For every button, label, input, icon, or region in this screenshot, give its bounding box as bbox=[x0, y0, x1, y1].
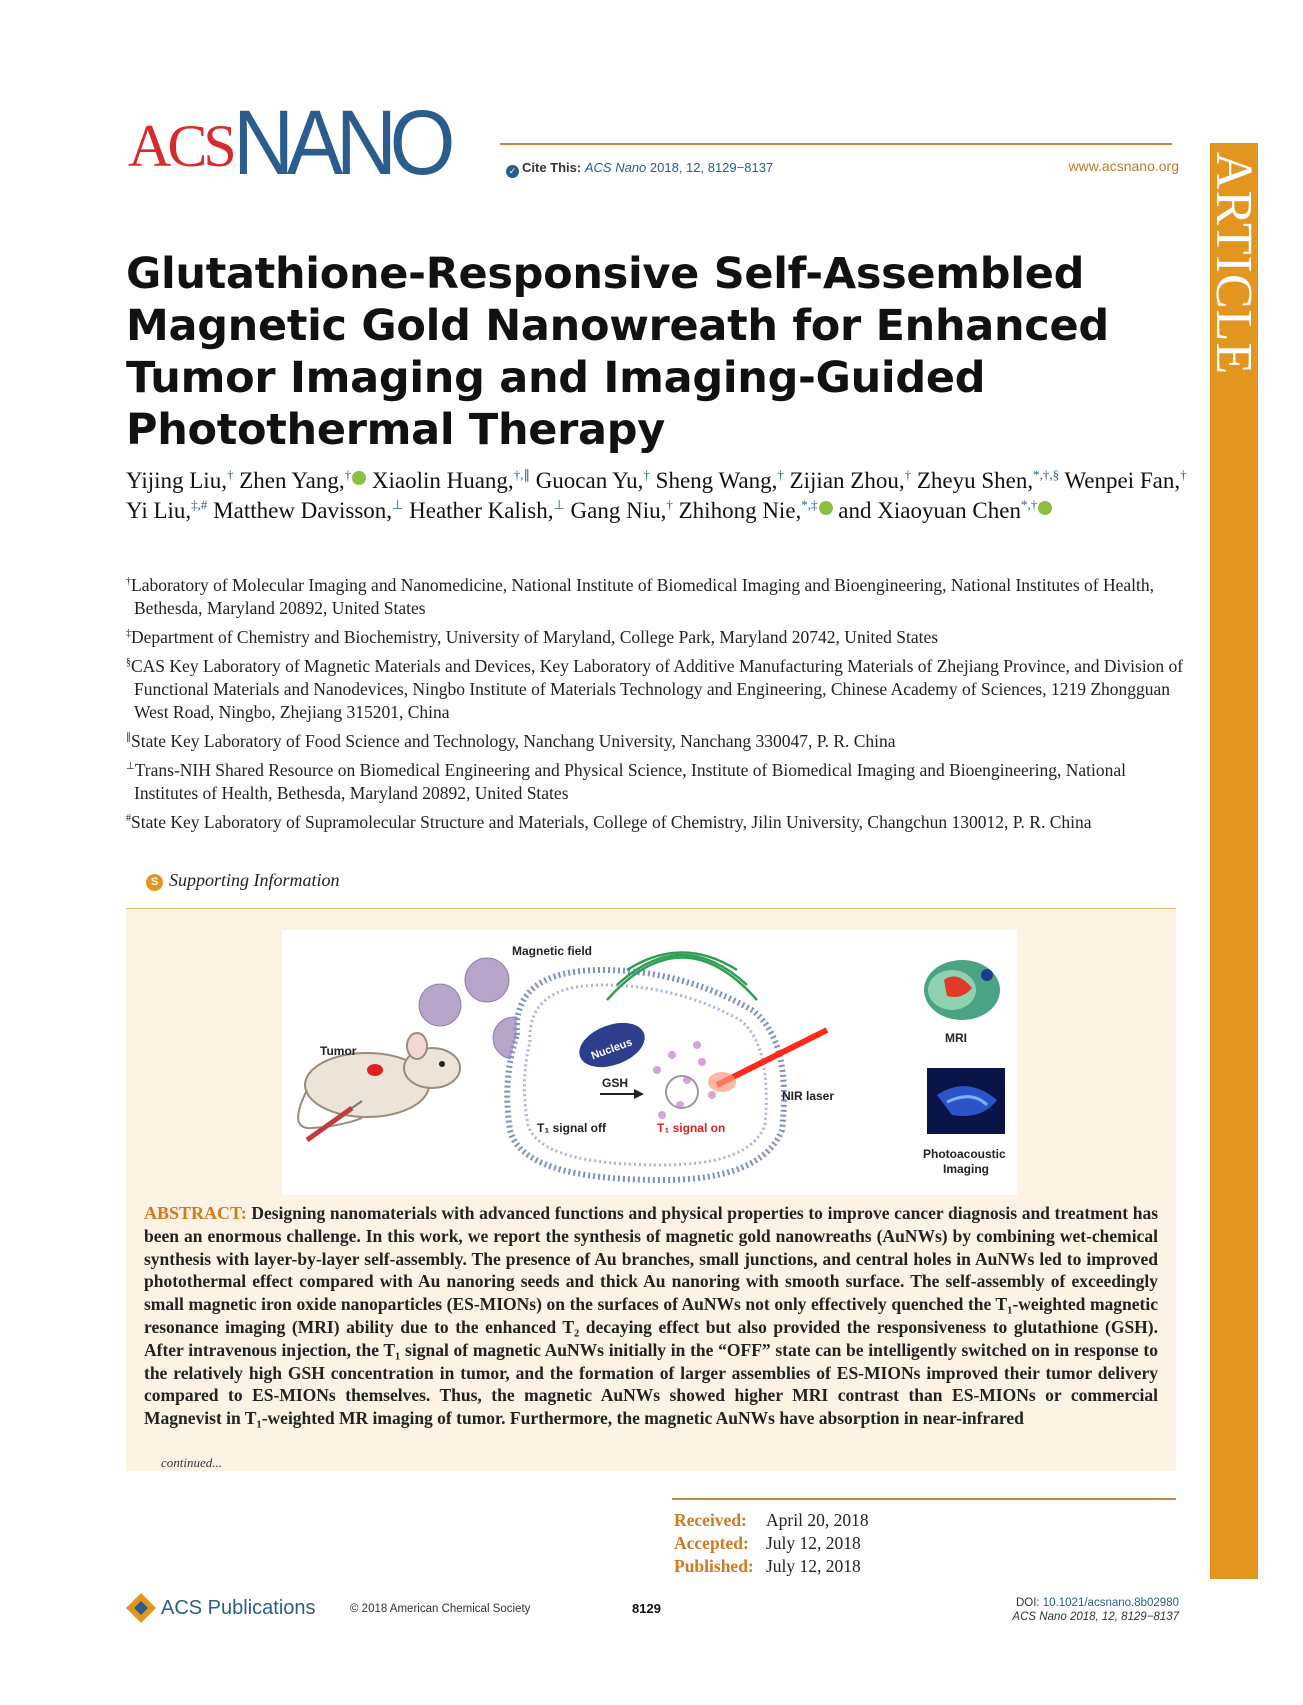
author[interactable]: Matthew Davisson, bbox=[213, 498, 393, 523]
cite-journal: ACS Nano bbox=[584, 160, 647, 175]
author-affiliation-mark: † bbox=[643, 467, 650, 482]
affiliation-mark: † bbox=[126, 576, 131, 587]
affiliation-text: State Key Laboratory of Supramolecular Structure and Materials, College of Chemistry, Jilin University, Changchun 130012, P. R. China bbox=[131, 812, 1092, 832]
author[interactable]: Zhihong Nie, bbox=[678, 498, 802, 523]
cite-label: Cite This: bbox=[522, 160, 582, 175]
author[interactable]: Gang Niu, bbox=[570, 498, 667, 523]
t1-on-label: T₁ signal on bbox=[657, 1121, 726, 1135]
affiliation-mark: § bbox=[126, 657, 131, 668]
orcid-icon[interactable] bbox=[352, 471, 366, 485]
author[interactable]: Yi Liu, bbox=[126, 498, 192, 523]
affiliation bbox=[126, 759, 1186, 805]
gsh-label: GSH bbox=[602, 1076, 629, 1090]
doi-link[interactable]: 10.1021/acsnano.8b02980 bbox=[1042, 1597, 1179, 1609]
nucleus-label: Nucleus bbox=[589, 1036, 635, 1063]
date-label: Accepted: bbox=[674, 1533, 749, 1553]
affiliation bbox=[126, 730, 1186, 753]
cite-this[interactable] bbox=[506, 160, 773, 178]
cite-detail: 2018, 12, 8129−8137 bbox=[646, 160, 774, 175]
website-link[interactable]: www.acsnano.org bbox=[1068, 158, 1179, 174]
abstract-body: Designing nanomaterials with advanced functions and physical properties to improve cancer diagnosis and treatment has been an enormous challenge. In this work, we report the synthesis of magnetic gold nanowreaths (AuNWs) by combining wet-chemical synthesis with layer-by-layer self-assembly. The presence of Au branches, small junctions, and central holes in AuNWs led to improved photothermal effect compared with Au nanoring seeds and thick Au nanoring with smooth surface. The self-assembly of exceedingly small magnetic iron oxide nanoparticles (ES-MIONs) on the surfaces of AuNWs not only effectively quenched the T₁-weighted magnetic resonance imaging (MRI) ability due to the enhanced T₂ decaying effect but also provided the responsiveness to glutathione (GSH). After intravenous injection, the T₁ signal of magnetic AuNWs initially in the “OFF” state can be intelligently switched on in response to the relatively high GSH concentration in tumor, and the formation of larger assemblies of ES-MIONs improved their tumor delivery compared to ES-MIONs themselves. Thus, the magnetic AuNWs showed higher MRI contrast than ES-MIONs or commercial Magnevist in T₁-weighted MR imaging of tumor. Furthermore, the magnetic AuNWs have absorption in near-infrared bbox=[144, 1203, 1159, 1429]
author-affiliation-mark: *,‡ bbox=[801, 497, 818, 512]
side-label-text: ARTICLE bbox=[1205, 151, 1263, 375]
affiliation-text: Department of Chemistry and Biochemistry, University of Maryland, College Park, Maryland 20742, United States bbox=[131, 627, 939, 647]
doi-label: DOI: bbox=[1015, 1597, 1043, 1609]
toc-figure bbox=[282, 930, 1017, 1195]
author-affiliation-mark: ‡,# bbox=[191, 497, 208, 512]
author-affiliation-mark: † bbox=[904, 467, 912, 482]
check-icon: ✓ bbox=[506, 165, 519, 178]
affiliation-list bbox=[126, 574, 1186, 840]
supporting-info-label: Supporting Information bbox=[169, 870, 340, 890]
acs-publications-logo[interactable] bbox=[126, 1593, 316, 1623]
mri-image bbox=[924, 960, 1000, 1020]
affiliation-mark: ∥ bbox=[126, 732, 131, 743]
orcid-icon[interactable] bbox=[819, 501, 833, 515]
photoacoustic-label-line1: Photoacoustic bbox=[923, 1147, 1006, 1161]
author[interactable]: Zijian Zhou, bbox=[789, 468, 905, 493]
publication-dates bbox=[674, 1509, 869, 1578]
copyright: © 2018 American Chemical Society bbox=[350, 1603, 531, 1615]
abstract-label: ABSTRACT: bbox=[144, 1203, 247, 1223]
date-label: Published: bbox=[674, 1556, 754, 1576]
author[interactable]: Wenpei Fan, bbox=[1064, 468, 1181, 493]
affiliation bbox=[126, 811, 1186, 834]
page-footer bbox=[0, 1593, 1303, 1633]
author[interactable]: and Xiaoyuan Chen bbox=[838, 498, 1021, 523]
article-title: Glutathione-Responsive Self-Assembled Magnetic Gold Nanowreath for Enhanced Tumor Imaging and Imaging-Guided Photothermal Therapy bbox=[126, 249, 1109, 455]
toc-graphic bbox=[282, 930, 1017, 1195]
author[interactable]: Heather Kalish, bbox=[409, 498, 554, 523]
nir-laser-label: NIR laser bbox=[782, 1089, 835, 1103]
affiliation-mark: # bbox=[126, 813, 131, 824]
author-affiliation-mark: ⊥ bbox=[553, 497, 565, 512]
orcid-icon[interactable] bbox=[1038, 501, 1052, 515]
page-number: 8129 bbox=[632, 1601, 661, 1616]
date-row bbox=[674, 1509, 869, 1532]
date-row bbox=[674, 1532, 869, 1555]
publisher-name: ACS Publications bbox=[161, 1596, 316, 1619]
affiliation bbox=[126, 626, 1186, 649]
dates-rule bbox=[672, 1498, 1176, 1500]
affiliation bbox=[126, 655, 1186, 724]
affiliation-mark: ‡ bbox=[126, 628, 131, 639]
mri-label: MRI bbox=[945, 1031, 967, 1045]
author-affiliation-mark: †,∥ bbox=[513, 467, 530, 482]
acs-hex-icon bbox=[126, 1593, 156, 1623]
logo-acs: ACS bbox=[128, 113, 233, 179]
author-affiliation-mark: ⊥ bbox=[392, 497, 404, 512]
author-affiliation-mark: † bbox=[226, 467, 234, 482]
author-affiliation-mark: *,†,§ bbox=[1033, 467, 1060, 482]
header-rule bbox=[500, 143, 1172, 145]
author-list bbox=[126, 466, 1196, 526]
affiliation bbox=[126, 574, 1186, 620]
magnetic-field-label: Magnetic field bbox=[512, 944, 593, 958]
author[interactable]: Xiaolin Huang, bbox=[371, 468, 514, 493]
logo-nano: NANO bbox=[232, 92, 448, 194]
journal-logo bbox=[128, 92, 467, 194]
author-affiliation-mark: † bbox=[777, 467, 784, 482]
affiliation-text: Trans-NIH Shared Resource on Biomedical Engineering and Physical Science, Institute of Biomedical Imaging and Bioengineering, National Institutes of Health, Bethesda, Maryland 20892, United States bbox=[134, 760, 1126, 803]
author[interactable]: Guocan Yu, bbox=[535, 468, 644, 493]
date-value: July 12, 2018 bbox=[766, 1533, 861, 1553]
author[interactable]: Zhen Yang, bbox=[239, 468, 345, 493]
doi-block bbox=[1012, 1596, 1179, 1624]
cite-reference[interactable] bbox=[585, 160, 773, 175]
author-affiliation-mark: *,† bbox=[1020, 497, 1038, 512]
author[interactable]: Yijing Liu, bbox=[126, 468, 227, 493]
continued-note: continued... bbox=[161, 1455, 223, 1470]
author-affiliation-mark: † bbox=[1180, 467, 1187, 482]
affiliation-text: CAS Key Laboratory of Magnetic Materials and Devices, Key Laboratory of Additive Manufacturing Materials of Zhejiang Province, and Division of Functional Materials and Nanodevices, Ningbo Institute of Materials Technology and Engineering, Chinese Academy of Sciences, 1219 Zhongguan West Road, Ningbo, Zhejiang 315201, China bbox=[131, 656, 1184, 722]
author-affiliation-mark: † bbox=[344, 467, 352, 482]
footer-citation: ACS Nano 2018, 12, 8129−8137 bbox=[1012, 1611, 1179, 1623]
author[interactable]: Zheyu Shen, bbox=[916, 468, 1034, 493]
date-value: April 20, 2018 bbox=[766, 1510, 869, 1530]
affiliation-text: Laboratory of Molecular Imaging and Nanomedicine, National Institute of Biomedical Imaging and Bioengineering, National Institutes of Health, Bethesda, Maryland 20892, United States bbox=[131, 575, 1154, 618]
author-affiliation-mark: † bbox=[666, 497, 673, 512]
abstract-text bbox=[144, 1202, 1158, 1430]
article-side-label bbox=[1205, 143, 1263, 383]
tumor-label: Tumor bbox=[320, 1044, 357, 1058]
supporting-information-link[interactable] bbox=[146, 870, 340, 891]
affiliation-mark: ⊥ bbox=[126, 761, 135, 772]
date-row bbox=[674, 1555, 869, 1578]
date-label: Received: bbox=[674, 1510, 747, 1530]
photoacoustic-label-line2: Imaging bbox=[943, 1162, 990, 1176]
supporting-info-icon: S bbox=[146, 874, 163, 891]
author[interactable]: Sheng Wang, bbox=[655, 468, 778, 493]
affiliation-text: State Key Laboratory of Food Science and Technology, Nanchang University, Nanchang 330047, P. R. China bbox=[131, 731, 896, 751]
t1-off-label: T₁ signal off bbox=[537, 1121, 606, 1135]
date-value: July 12, 2018 bbox=[766, 1556, 861, 1576]
